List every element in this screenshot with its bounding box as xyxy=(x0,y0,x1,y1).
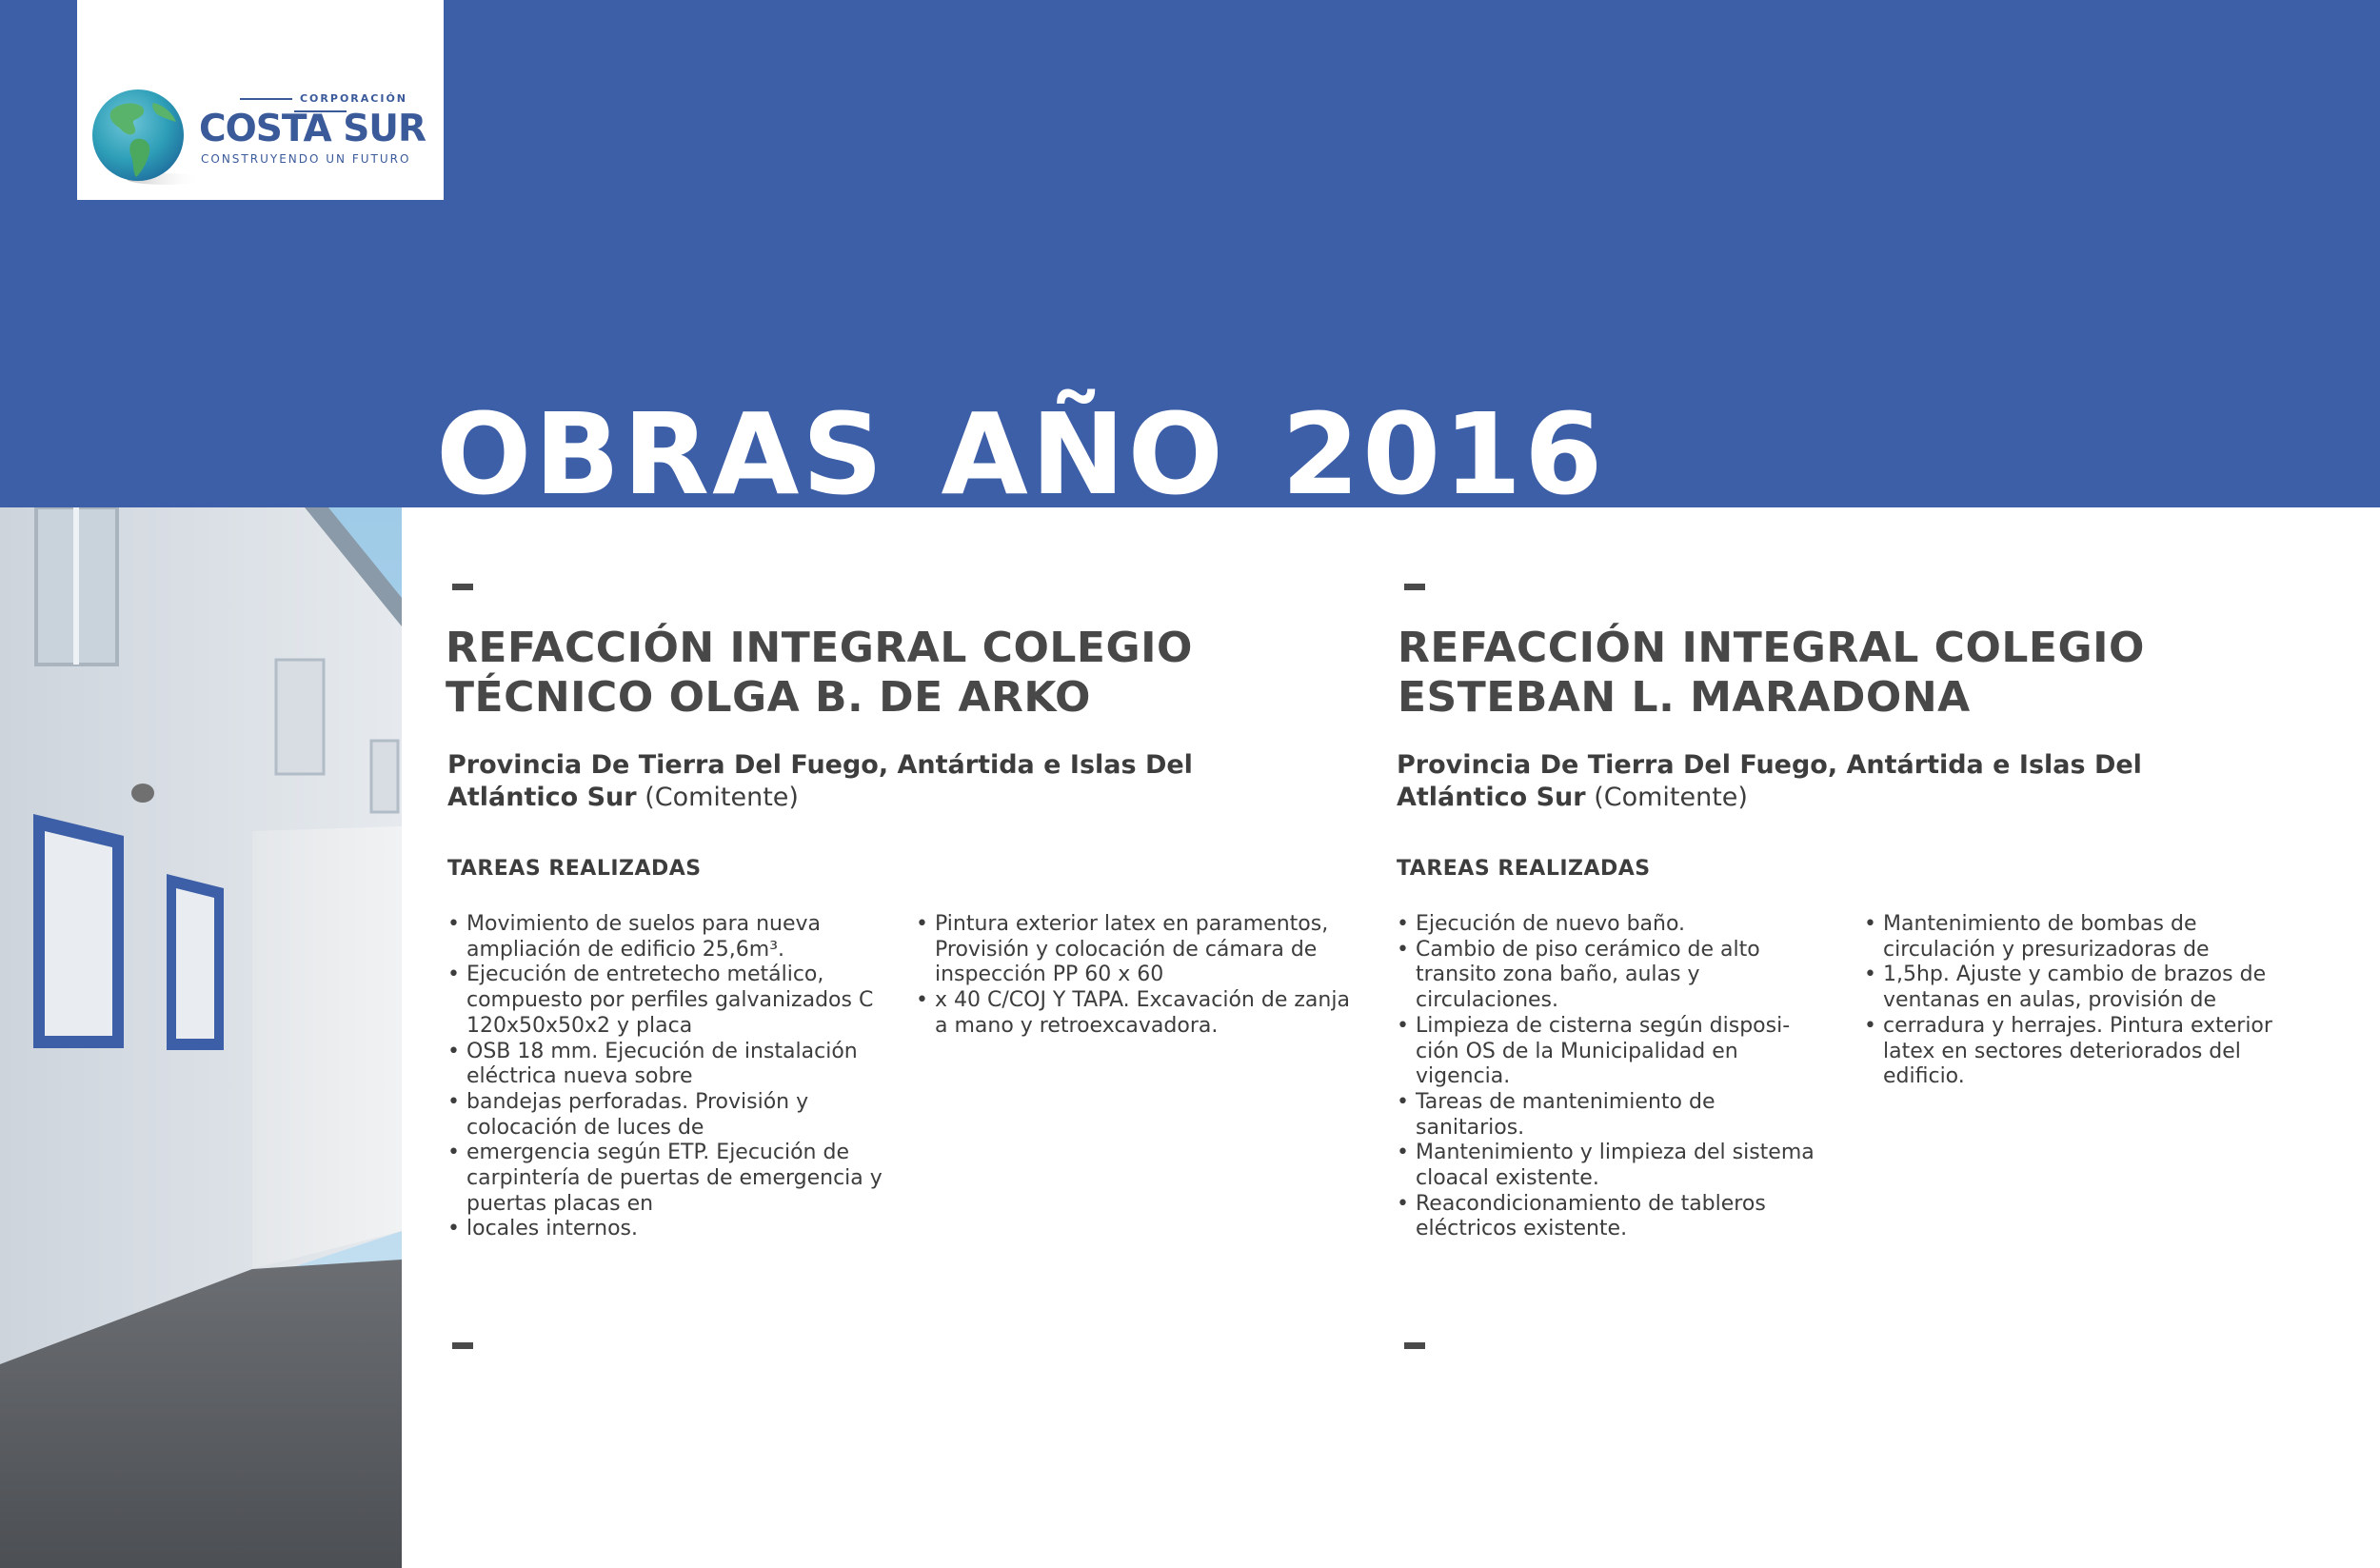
task-list xyxy=(1864,912,2283,1090)
client-role: (Comitente) xyxy=(636,783,799,812)
client-role: (Comitente) xyxy=(1585,783,1748,812)
tasks-heading: TAREAS REALIZADAS xyxy=(1397,857,1651,881)
list-item: • Mantenimiento de bombas de circulación y presurizadoras de xyxy=(1864,912,2283,963)
list-item: • Ejecución de nuevo baño. xyxy=(1397,912,1815,938)
client-name: Atlántico Sur xyxy=(447,783,637,812)
tasks-heading: TAREAS REALIZADAS xyxy=(447,857,702,881)
section-divider xyxy=(452,584,473,590)
client-name: Provincia De Tierra Del Fuego, Antártida e Islas Del xyxy=(447,750,1193,780)
task-list xyxy=(1397,912,1815,1242)
list-item: • bandejas perforadas. Provisión y colocación de luces de xyxy=(447,1090,885,1141)
list-item: • x 40 C/COJ Y TAPA. Excavación de zanja a mano y retroexcavadora. xyxy=(916,988,1354,1039)
logo-tagline: CONSTRUYENDO UN FUTURO xyxy=(201,152,411,166)
project-title-line: REFACCIÓN INTEGRAL COLEGIO xyxy=(1398,624,2145,672)
task-list xyxy=(916,912,1354,1040)
project-client xyxy=(1397,749,2177,814)
list-item: • Cambio de piso cerámico de alto transito zona baño, aulas y circulaciones. xyxy=(1397,938,1815,1014)
list-item: • Movimiento de suelos para nueva ampliación de edificio 25,6m³. xyxy=(447,912,885,963)
client-name: Provincia De Tierra Del Fuego, Antártida e Islas Del xyxy=(1397,750,2142,780)
list-item: • Reacondicionamiento de tableros eléctricos existente. xyxy=(1397,1192,1815,1242)
section-divider xyxy=(1404,1342,1425,1349)
list-item: • Limpieza de cisterna según disposi-ción OS de la Municipalidad en vigencia. xyxy=(1397,1014,1815,1090)
globe-icon xyxy=(90,86,205,190)
list-item: • cerradura y herrajes. Pintura exterior latex en sectores deteriorados del edificio. xyxy=(1864,1014,2283,1090)
section-divider xyxy=(1404,584,1425,590)
project-title-line: TÉCNICO OLGA B. DE ARKO xyxy=(446,673,1091,722)
list-item: • emergencia según ETP. Ejecución de carpintería de puertas de emergencia y puertas placas en xyxy=(447,1141,885,1217)
list-item: • Ejecución de entretecho metálico, compuesto por perfiles galvanizados C 120x50x50x2 y placa xyxy=(447,963,885,1039)
logo-corporation-label: CORPORACIÓN xyxy=(201,92,439,117)
logo-company-name: COSTA SUR xyxy=(199,108,426,150)
project-title xyxy=(1398,624,2254,723)
project-title-line: REFACCIÓN INTEGRAL COLEGIO xyxy=(446,624,1193,672)
building-photo-illustration xyxy=(0,507,402,1568)
project-title xyxy=(446,624,1302,723)
page-title: OBRAS AÑO 2016 xyxy=(436,388,1606,507)
task-list xyxy=(447,912,885,1242)
project-client xyxy=(447,749,1228,814)
section-divider xyxy=(452,1342,473,1349)
list-item: • Pintura exterior latex en paramentos, Provisión y colocación de cámara de inspección PP 60 x 60 xyxy=(916,912,1354,988)
building-photo xyxy=(0,507,402,1568)
client-name: Atlántico Sur xyxy=(1397,783,1586,812)
list-item: • Tareas de mantenimiento de sanitarios. xyxy=(1397,1090,1815,1141)
list-item: • 1,5hp. Ajuste y cambio de brazos de ventanas en aulas, provisión de xyxy=(1864,963,2283,1013)
list-item: • OSB 18 mm. Ejecución de instalación eléctrica nueva sobre xyxy=(447,1040,885,1090)
list-item: • locales internos. xyxy=(447,1217,885,1242)
company-logo xyxy=(77,0,444,200)
list-item: • Mantenimiento y limpieza del sistema cloacal existente. xyxy=(1397,1141,1815,1191)
project-title-line: ESTEBAN L. MARADONA xyxy=(1398,673,1971,722)
